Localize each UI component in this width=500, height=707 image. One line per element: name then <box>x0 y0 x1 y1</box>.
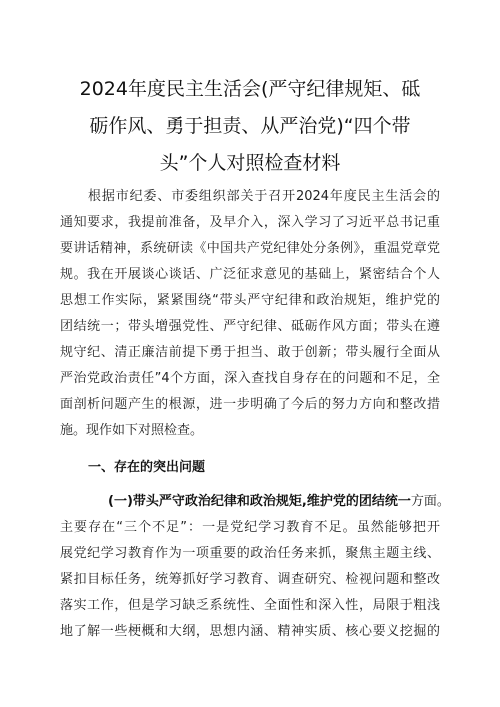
intro-paragraph-line: 团结统一；带头增强党性、严守纪律、砥砺作风方面；带头在遵 <box>60 319 440 334</box>
intro-paragraph-line: 面剖析问题产生的根源，进一步明确了今后的努力方向和整改措 <box>60 397 440 412</box>
body-paragraph-line: 紧扣目标任务，统筹抓好学习教育、调查研究、检视问题和整改 <box>60 572 440 587</box>
intro-paragraph-line: 思想工作实际，紧紧围绕“带头严守纪律和政治规矩，维护党的 <box>60 293 440 308</box>
intro-paragraph-line: 要讲话精神，系统研读《中国共产党纪律处分条例》，重温党章党 <box>60 241 440 256</box>
document-title-line-1: 2024年度民主生活会(严守纪律规矩、砥 <box>79 78 421 100</box>
body-paragraph-line: 落实工作，但是学习缺乏系统性、全面性和深入性，局限于粗浅 <box>60 598 440 613</box>
body-paragraph-line: 地了解一些梗概和大纲，思想内涵、精神实质、核心要义挖掘的 <box>60 624 440 639</box>
body-paragraph-line: 展党纪学习教育作为一项重要的政治任务来抓，聚焦主题主线、 <box>60 546 440 561</box>
subsection-heading-tail: 方面。 <box>410 494 450 509</box>
body-paragraph-line: 主要存在“三个不足”：一是党纪学习教育不足。虽然能够把开 <box>60 520 440 535</box>
document-title-line-3: 头”个人对照检查材料 <box>159 152 341 174</box>
document-title-line-2: 砺作风、勇于担责、从严治党)“四个带 <box>89 115 411 137</box>
intro-paragraph-line: 根据市纪委、市委组织部关于召开2024年度民主生活会的 <box>88 189 440 204</box>
section-heading: 一、存在的突出问题 <box>88 460 206 475</box>
intro-paragraph-line: 严治党政治责任”4个方面，深入查找自身存在的问题和不足，全 <box>60 371 440 386</box>
intro-paragraph-line: 通知要求，我提前准备，及早介入，深入学习了习近平总书记重 <box>60 215 440 230</box>
intro-paragraph-line: 施。现作如下对照检查。 <box>60 423 204 438</box>
intro-paragraph-line: 规。我在开展谈心谈话、广泛征求意见的基础上，紧密结合个人 <box>60 267 440 282</box>
intro-paragraph-line: 规守纪、清正廉洁前提下勇于担当、敢于创新；带头履行全面从 <box>60 345 440 360</box>
subsection-heading-line <box>60 490 450 514</box>
subsection-heading-bold: (一)带头严守政治纪律和政治规矩,维护党的团结统一 <box>108 494 411 509</box>
